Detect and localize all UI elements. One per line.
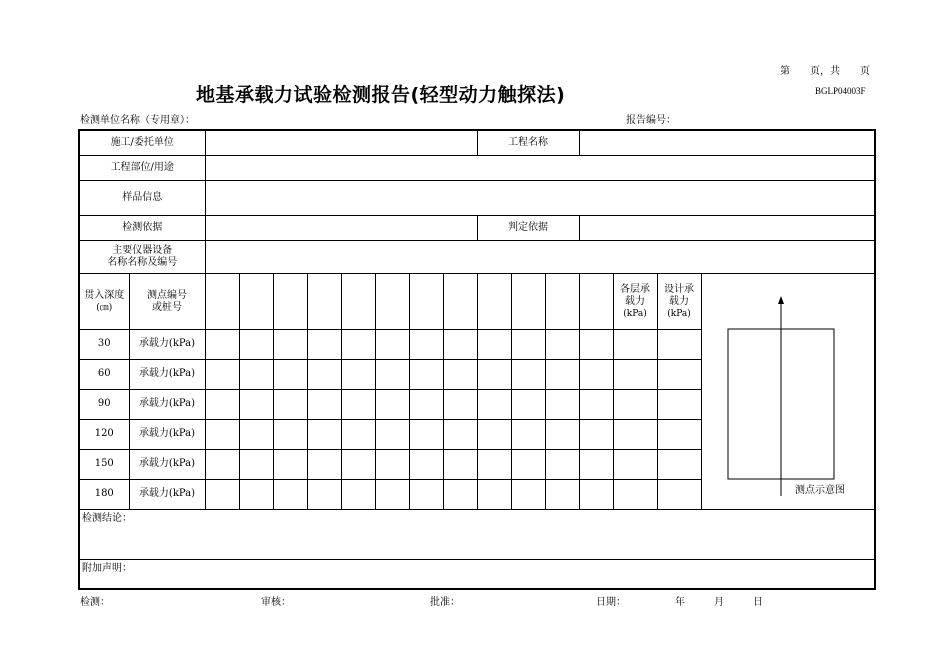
conclusion-label: 检测结论： (82, 512, 132, 524)
tester-label: 检测： (80, 597, 110, 608)
value-cell[interactable] (443, 479, 477, 509)
value-cell[interactable] (375, 419, 409, 449)
value-cell[interactable] (375, 389, 409, 419)
client-value[interactable] (205, 130, 477, 155)
conclusion-cell[interactable] (79, 509, 875, 559)
point-cell[interactable] (443, 273, 477, 329)
value-cell[interactable] (545, 449, 579, 479)
project-name-label: 工程名称 (477, 130, 579, 155)
value-cell[interactable] (477, 449, 511, 479)
sample-value[interactable] (205, 180, 875, 215)
depth-value: 90 (79, 389, 129, 419)
depth-header-line1: 贯入深度 (84, 289, 125, 301)
design-header-unit: (kPa) (667, 308, 691, 319)
test-basis-value[interactable] (205, 215, 477, 240)
point-header-line1: 测点编号 (147, 289, 187, 301)
sample-label: 样品信息 (79, 180, 205, 215)
value-cell[interactable] (341, 449, 375, 479)
value-cell[interactable] (307, 479, 341, 509)
equipment-label-line2: 名称名称及编号 (107, 256, 178, 268)
capacity-label: 承载力(kPa) (129, 419, 205, 449)
project-part-value[interactable] (205, 155, 875, 180)
unit-label: 检测单位名称（专用章）： (80, 115, 195, 126)
project-part-label: 工程部位/用途 (79, 155, 205, 180)
year-label: 年 (675, 597, 685, 608)
value-cell[interactable] (579, 449, 613, 479)
equipment-label (79, 240, 205, 273)
value-cell[interactable] (409, 419, 443, 449)
value-cell[interactable] (273, 389, 307, 419)
value-cell[interactable] (239, 479, 273, 509)
design-header-line1: 设计承 (664, 283, 695, 295)
point-cell[interactable] (409, 273, 443, 329)
value-cell[interactable] (613, 419, 657, 449)
layer-header-line2: 载力 (625, 295, 646, 307)
capacity-label: 承载力(kPa) (129, 359, 205, 389)
value-cell[interactable] (341, 419, 375, 449)
value-cell[interactable] (205, 329, 239, 359)
diagram-cell (701, 273, 875, 509)
value-cell[interactable] (545, 479, 579, 509)
value-cell[interactable] (273, 449, 307, 479)
value-cell[interactable] (239, 329, 273, 359)
form-code: BGLP04003F (815, 86, 866, 96)
approver-label: 批准： (430, 597, 460, 608)
value-cell[interactable] (273, 329, 307, 359)
judge-basis-value[interactable] (579, 215, 875, 240)
point-cell[interactable] (205, 273, 239, 329)
value-cell[interactable] (205, 359, 239, 389)
value-cell[interactable] (273, 479, 307, 509)
day-label: 日 (753, 597, 763, 608)
value-cell[interactable] (307, 329, 341, 359)
value-cell[interactable] (579, 419, 613, 449)
depth-value: 150 (79, 449, 129, 479)
value-cell[interactable] (307, 359, 341, 389)
value-cell[interactable] (409, 359, 443, 389)
value-cell[interactable] (657, 449, 701, 479)
page-info: 第 页，共 页 (780, 66, 870, 77)
value-cell[interactable] (613, 329, 657, 359)
point-cell[interactable] (545, 273, 579, 329)
value-cell[interactable] (477, 359, 511, 389)
statement-label: 附加声明： (82, 562, 132, 574)
project-name-value[interactable] (579, 130, 875, 155)
depth-value: 60 (79, 359, 129, 389)
value-cell[interactable] (657, 419, 701, 449)
value-cell[interactable] (545, 359, 579, 389)
point-cell[interactable] (579, 273, 613, 329)
value-cell[interactable] (375, 449, 409, 479)
value-cell[interactable] (375, 359, 409, 389)
value-cell[interactable] (579, 479, 613, 509)
value-cell[interactable] (341, 359, 375, 389)
value-cell[interactable] (443, 419, 477, 449)
value-cell[interactable] (341, 329, 375, 359)
layer-capacity-header (613, 273, 657, 329)
value-cell[interactable] (477, 329, 511, 359)
value-cell[interactable] (545, 389, 579, 419)
value-cell[interactable] (375, 479, 409, 509)
depth-header-unit: (㎝) (96, 302, 113, 313)
value-cell[interactable] (511, 389, 545, 419)
point-cell[interactable] (307, 273, 341, 329)
point-header-line2: 或桩号 (152, 301, 182, 313)
value-cell[interactable] (205, 419, 239, 449)
value-cell[interactable] (477, 419, 511, 449)
value-cell[interactable] (205, 389, 239, 419)
value-cell[interactable] (511, 419, 545, 449)
value-cell[interactable] (375, 329, 409, 359)
value-cell[interactable] (443, 449, 477, 479)
value-cell[interactable] (511, 329, 545, 359)
report-title: 地基承载力试验检测报告(轻型动力触探法) (196, 84, 566, 106)
value-cell[interactable] (307, 449, 341, 479)
point-cell[interactable] (273, 273, 307, 329)
value-cell[interactable] (579, 389, 613, 419)
value-cell[interactable] (205, 449, 239, 479)
layer-header-line1: 各层承 (620, 283, 651, 295)
value-cell[interactable] (443, 359, 477, 389)
value-cell[interactable] (409, 479, 443, 509)
diagram-label: 测点示意图 (794, 484, 845, 496)
value-cell[interactable] (239, 389, 273, 419)
client-label: 施工/委托单位 (79, 130, 205, 155)
value-cell[interactable] (511, 449, 545, 479)
report-table (78, 129, 873, 589)
test-basis-label: 检测依据 (79, 215, 205, 240)
reviewer-label: 审核： (261, 597, 291, 608)
point-cell[interactable] (375, 273, 409, 329)
layer-header-unit: (kPa) (623, 308, 647, 319)
statement-cell[interactable] (79, 559, 875, 589)
value-cell[interactable] (613, 449, 657, 479)
value-cell[interactable] (239, 419, 273, 449)
value-cell[interactable] (409, 449, 443, 479)
point-cell[interactable] (341, 273, 375, 329)
value-cell[interactable] (341, 389, 375, 419)
depth-header (79, 273, 129, 329)
value-cell[interactable] (657, 359, 701, 389)
point-header (129, 273, 205, 329)
value-cell[interactable] (657, 479, 701, 509)
value-cell[interactable] (307, 389, 341, 419)
point-cell[interactable] (477, 273, 511, 329)
value-cell[interactable] (443, 329, 477, 359)
equipment-value[interactable] (205, 240, 875, 273)
date-label: 日期： (596, 597, 626, 608)
value-cell[interactable] (477, 479, 511, 509)
equipment-label-line1: 主要仪器设备 (112, 244, 173, 256)
capacity-label: 承载力(kPa) (129, 389, 205, 419)
value-cell[interactable] (443, 389, 477, 419)
capacity-label: 承载力(kPa) (129, 449, 205, 479)
value-cell[interactable] (273, 359, 307, 389)
value-cell[interactable] (545, 329, 579, 359)
judge-basis-label: 判定依据 (477, 215, 579, 240)
value-cell[interactable] (579, 359, 613, 389)
point-cell[interactable] (511, 273, 545, 329)
month-label: 月 (714, 597, 724, 608)
value-cell[interactable] (657, 329, 701, 359)
capacity-label: 承载力(kPa) (129, 329, 205, 359)
depth-value: 120 (79, 419, 129, 449)
design-capacity-header (657, 273, 701, 329)
report-number-label: 报告编号： (626, 115, 676, 126)
point-cell[interactable] (239, 273, 273, 329)
value-cell[interactable] (545, 419, 579, 449)
value-cell[interactable] (307, 419, 341, 449)
value-cell[interactable] (205, 479, 239, 509)
arrow-up-icon (778, 296, 784, 304)
design-header-line2: 载力 (669, 295, 690, 307)
value-cell[interactable] (613, 479, 657, 509)
point-diagram (702, 274, 876, 508)
value-cell[interactable] (409, 329, 443, 359)
value-cell[interactable] (341, 479, 375, 509)
capacity-label: 承载力(kPa) (129, 479, 205, 509)
value-cell[interactable] (579, 329, 613, 359)
value-cell[interactable] (511, 359, 545, 389)
value-cell[interactable] (239, 359, 273, 389)
value-cell[interactable] (511, 479, 545, 509)
depth-value: 180 (79, 479, 129, 509)
depth-value: 30 (79, 329, 129, 359)
value-cell[interactable] (239, 449, 273, 479)
value-cell[interactable] (613, 389, 657, 419)
value-cell[interactable] (657, 389, 701, 419)
value-cell[interactable] (273, 419, 307, 449)
value-cell[interactable] (613, 359, 657, 389)
value-cell[interactable] (477, 389, 511, 419)
value-cell[interactable] (409, 389, 443, 419)
